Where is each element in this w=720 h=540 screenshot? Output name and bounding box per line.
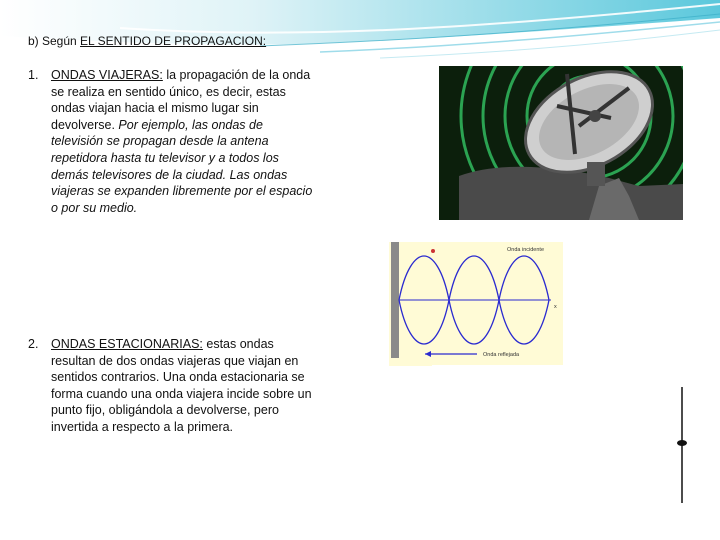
incident-wave-label: Onda incidente xyxy=(507,247,544,253)
list-item xyxy=(28,336,318,436)
item-term: ONDAS VIAJERAS: xyxy=(51,68,163,82)
axis-label: x xyxy=(554,304,557,310)
heading-title: EL SENTIDO DE PROPAGACION: xyxy=(80,34,267,48)
reflected-wave-label: Onda reflejada xyxy=(483,352,520,358)
item-term: ONDAS ESTACIONARIAS: xyxy=(51,337,203,351)
heading-prefix: b) Según xyxy=(28,34,81,48)
list-item xyxy=(28,67,318,216)
item-text: la propagación de la onda se realiza en sentido único, es decir, estas ondas viajan hacia el mismo lugar sin devolverse. xyxy=(51,68,311,132)
item-body xyxy=(51,67,318,216)
wave-diagram xyxy=(389,242,563,366)
section-heading xyxy=(28,34,266,48)
fixed-point-icon xyxy=(432,365,694,525)
item-example: Por ejemplo, las ondas de televisión se propagan desde la antena repetidora hasta tu televisor y a todos los demás televisores de la ciudad. Las ondas viajeras se expanden libremente por el espacio o por su medio. xyxy=(51,117,313,215)
fixed-point-diagram xyxy=(432,365,694,525)
item-text: estas ondas resultan de dos ondas viajeras que viajan en sentidos contrarios. Una onda estacionaria se forma cuando una onda viajera incide sobre un punto fijo, obligándola a devolverse, pero invertida a respecto a la primera. xyxy=(51,337,312,434)
item-body xyxy=(51,336,318,436)
standing-wave-icon xyxy=(389,242,563,366)
satellite-dish-icon xyxy=(439,66,683,220)
antenna-image xyxy=(439,66,683,220)
item-number: 1. xyxy=(28,68,39,82)
item-number: 2. xyxy=(28,337,39,351)
